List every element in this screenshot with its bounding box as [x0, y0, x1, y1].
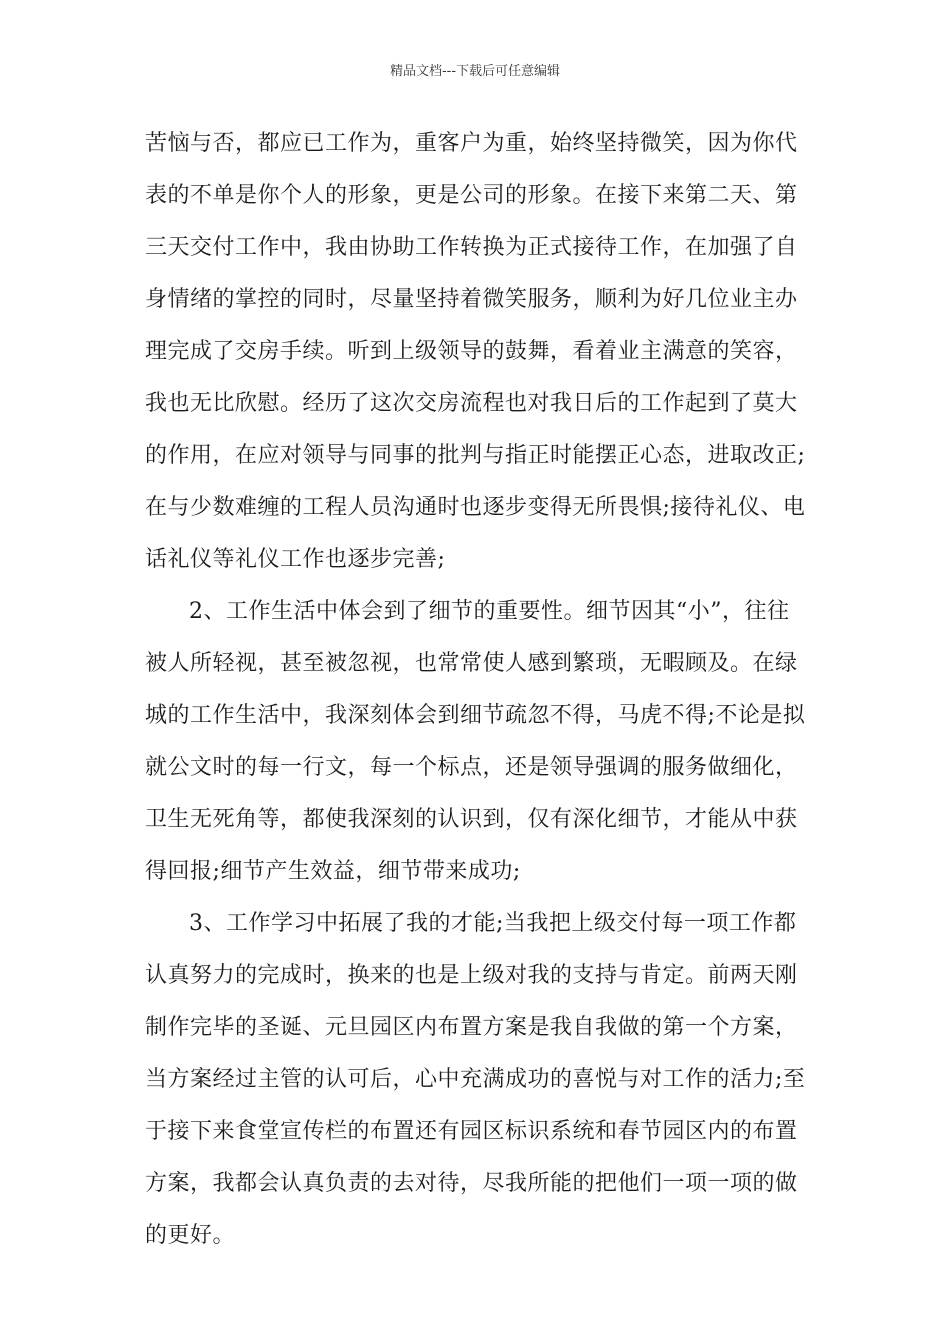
text-line: 3、工作学习中拓展了我的才能;当我把上级交付每一项工作都 — [189, 911, 797, 936]
text-line: 在与少数难缠的工程人员沟通时也逐步变得无所畏惧;接待礼仪、电 — [145, 495, 806, 520]
text-line: 就公文时的每一行文，每一个标点，还是领导强调的服务做细化， — [145, 755, 798, 780]
text-line: 被人所轻视，甚至被忽视，也常常使人感到繁琐，无暇顾及。在绿 — [145, 651, 798, 676]
text-line: 卫生无死角等，都使我深刻的认识到，仅有深化细节，才能从中获 — [145, 807, 798, 832]
text-line: 苦恼与否，都应已工作为，重客户为重，始终坚持微笑，因为你代 — [145, 131, 798, 156]
paragraph-1 — [145, 118, 810, 586]
page-header: 精品文档---下载后可任意编辑 — [389, 64, 561, 79]
text-line: 得回报;细节产生效益，细节带来成功; — [145, 859, 521, 884]
text-line: 理完成了交房手续。听到上级领导的鼓舞，看着业主满意的笑容， — [145, 339, 798, 364]
text-line: 于接下来食堂宣传栏的布置还有园区标识系统和春节园区内的布置 — [145, 1119, 798, 1144]
text-line: 城的工作生活中，我深刻体会到细节疏忽不得，马虎不得;不论是拟 — [145, 703, 806, 728]
document-body — [145, 118, 810, 1262]
text-line: 表的不单是你个人的形象，更是公司的形象。在接下来第二天、第 — [145, 183, 798, 208]
text-line: 方案，我都会认真负责的去对待，尽我所能的把他们一项一项的做 — [145, 1171, 798, 1196]
text-line: 2、工作生活中体会到了细节的重要性。细节因其“小”，往往 — [189, 599, 790, 624]
text-line: 制作完毕的圣诞、元旦园区内布置方案是我自我做的第一个方案， — [145, 1015, 798, 1040]
paragraph-3 — [145, 898, 810, 1262]
text-line: 三天交付工作中，我由协助工作转换为正式接待工作，在加强了自 — [145, 235, 798, 260]
paragraph-2 — [145, 586, 810, 898]
text-line: 当方案经过主管的认可后，心中充满成功的喜悦与对工作的活力;至 — [145, 1067, 806, 1092]
text-line: 身情绪的掌控的同时，尽量坚持着微笑服务，顺利为好几位业主办 — [145, 287, 798, 312]
text-line: 认真努力的完成时，换来的也是上级对我的支持与肯定。前两天刚 — [145, 963, 798, 988]
text-line: 的更好。 — [145, 1223, 236, 1248]
text-line: 的作用，在应对领导与同事的批判与指正时能摆正心态，进取改正; — [145, 443, 806, 468]
text-line: 话礼仪等礼仪工作也逐步完善; — [145, 547, 446, 572]
text-line: 我也无比欣慰。经历了这次交房流程也对我日后的工作起到了莫大 — [145, 391, 798, 416]
